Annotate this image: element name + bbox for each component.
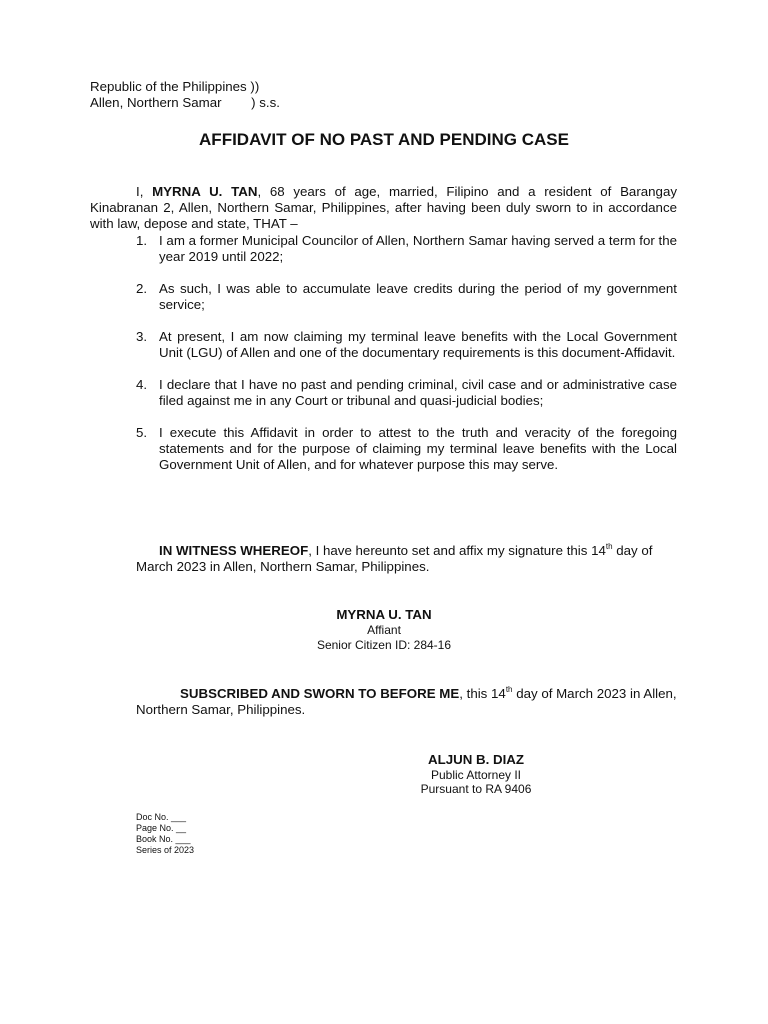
affiant-role: Affiant (367, 623, 401, 637)
witness-ordinal-suffix: th (605, 542, 613, 551)
intro-prefix: I, (136, 184, 153, 199)
jurat-text-2: day of March 2023 in Allen, Northern Samar, Philippines. (136, 686, 677, 717)
jurat-ordinal-suffix: th (505, 685, 513, 694)
series-year: Series of 2023 (136, 845, 195, 855)
statement-number: 4. (136, 377, 148, 392)
statement-text: As such, I was able to accumulate leave credits during the period of my government service; (159, 281, 677, 312)
affiant-id: Senior Citizen ID: 284-16 (316, 638, 452, 652)
statement-text: At present, I am now claiming my terminal leave benefits with the Local Government Unit (LGU) of Allen and one of the documentary requirements is this document-Affidavit. (159, 329, 677, 360)
statement-number: 2. (136, 281, 148, 296)
affiant-signature-block (0, 607, 768, 653)
venue-line-locality: Allen, Northern Samar ) s.s. (90, 95, 280, 110)
witness-text-1: , I have hereunto set and affix my signature this 14 (308, 543, 606, 558)
doc-number: Doc No. ___ (136, 812, 187, 822)
venue-line-country: Republic of the Philippines )) (90, 79, 260, 94)
attorney-signature-block (386, 752, 566, 796)
attorney-title: Public Attorney II (430, 768, 522, 782)
intro-paragraph (90, 184, 677, 232)
intro-text: , 68 years of age, married, Filipino and a resident of Barangay Kinabranan 2, Allen, Northern Samar, Philippines, after having been duly sworn to in accordance with law, depose and state, THAT – (90, 184, 677, 231)
jurat-heading: SUBSCRIBED AND SWORN TO BEFORE ME (180, 686, 460, 701)
intro-affiant-name: MYRNA U. TAN (152, 184, 258, 199)
witness-paragraph (136, 543, 677, 575)
statement-item (136, 281, 677, 313)
statement-item (136, 329, 677, 361)
statement-text: I declare that I have no past and pending criminal, civil case and or administrative case filed against me in any Court or tribunal and quasi-judicial bodies; (159, 377, 677, 408)
statement-list (136, 233, 677, 489)
statement-text: I am a former Municipal Councilor of Allen, Northern Samar having served a term for the year 2019 until 2022; (159, 233, 677, 264)
book-number: Book No. ___ (136, 834, 191, 844)
statement-number: 5. (136, 425, 148, 440)
jurat-paragraph (136, 686, 677, 718)
statement-text: I execute this Affidavit in order to attest to the truth and veracity of the foregoing statements and for the purpose of claiming my terminal leave benefits with the Local Government Unit of Allen, and for whatever purpose this may serve. (159, 425, 677, 472)
document-title: AFFIDAVIT OF NO PAST AND PENDING CASE (199, 130, 569, 149)
witness-text-2: day of March 2023 in Allen, Northern Samar, Philippines. (136, 543, 653, 574)
notarial-register-block (136, 812, 194, 856)
attorney-authority: Pursuant to RA 9406 (420, 782, 532, 796)
statement-number: 1. (136, 233, 148, 248)
page-number: Page No. __ (136, 823, 187, 833)
attorney-name: ALJUN B. DIAZ (427, 752, 525, 767)
venue-block (90, 79, 280, 111)
witness-heading: IN WITNESS WHEREOF (159, 543, 309, 558)
statement-item (136, 425, 677, 473)
statement-number: 3. (136, 329, 148, 344)
affiant-name: MYRNA U. TAN (336, 607, 432, 622)
statement-item (136, 233, 677, 265)
jurat-text-1: , this 14 (459, 686, 506, 701)
statement-item (136, 377, 677, 409)
